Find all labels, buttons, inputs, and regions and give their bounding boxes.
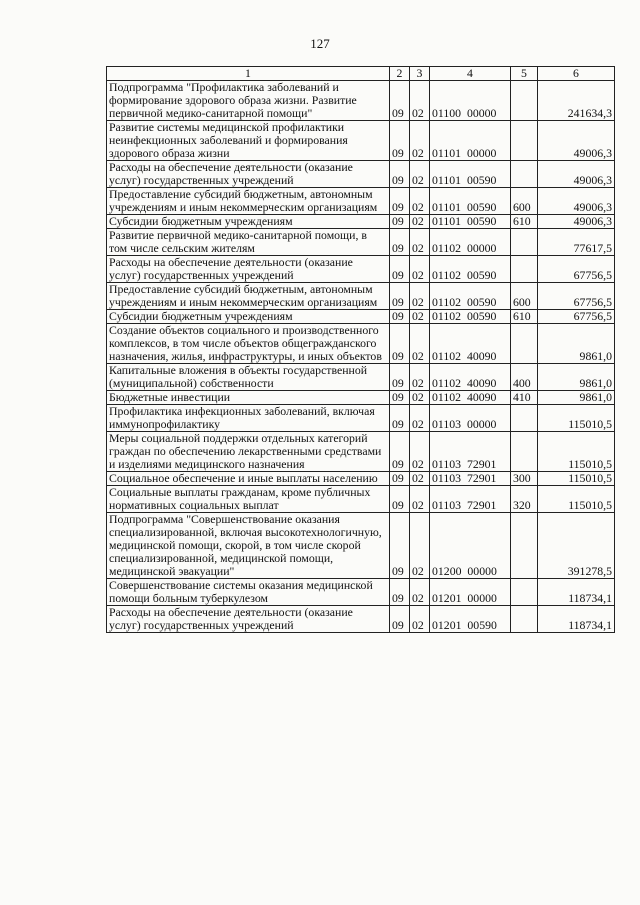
table-row (107, 161, 615, 188)
subsection-code-cell: 02 (410, 256, 430, 283)
row-name-cell: Подпрограмма "Профилактика заболеваний и формирование здорового образа жизни. Развитие первичной медико-санитарной помощи" (107, 81, 390, 121)
row-name-cell: Развитие системы медицинской профилактики неинфекционных заболеваний и формирования здорового образа жизни (107, 121, 390, 161)
subsection-code-cell: 02 (410, 229, 430, 256)
row-name-cell: Подпрограмма "Совершенствование оказания специализированной, включая высокотехнологичную, медицинской помощи, скорой, в том числе скорой специализированной, медицинской помощи, медицинской эвакуации" (107, 513, 390, 579)
column-header-6: 6 (538, 67, 615, 81)
expense-type-cell (511, 229, 538, 256)
table-row (107, 364, 615, 391)
column-header-4: 4 (430, 67, 511, 81)
row-name-cell: Предоставление субсидий бюджетным, автономным учреждениям и иным некоммерческим организациям (107, 188, 390, 215)
subsection-code-cell: 02 (410, 324, 430, 364)
table-row (107, 606, 615, 633)
table-row (107, 81, 615, 121)
target-article-cell: 01103 00000 (430, 405, 511, 432)
row-name-cell: Капитальные вложения в объекты государственной (муниципальной) собственности (107, 364, 390, 391)
table-row (107, 188, 615, 215)
table-row (107, 405, 615, 432)
target-article-cell: 01103 72901 (430, 472, 511, 486)
expense-type-cell: 410 (511, 391, 538, 405)
section-code-cell: 09 (390, 606, 410, 633)
amount-cell: 49006,3 (538, 121, 615, 161)
subsection-code-cell: 02 (410, 391, 430, 405)
expense-type-cell (511, 256, 538, 283)
row-name-cell: Расходы на обеспечение деятельности (оказание услуг) государственных учреждений (107, 161, 390, 188)
subsection-code-cell: 02 (410, 161, 430, 188)
target-article-cell: 01100 00000 (430, 81, 511, 121)
amount-cell: 9861,0 (538, 364, 615, 391)
section-code-cell: 09 (390, 188, 410, 215)
amount-cell: 115010,5 (538, 472, 615, 486)
expense-type-cell: 610 (511, 310, 538, 324)
target-article-cell: 01101 00590 (430, 215, 511, 229)
target-article-cell: 01200 00000 (430, 513, 511, 579)
section-code-cell: 09 (390, 432, 410, 472)
target-article-cell: 01102 40090 (430, 391, 511, 405)
row-name-cell: Создание объектов социального и производственного комплексов, в том числе объектов общегражданского назначения, жилья, инфраструктуры, и иных объектов (107, 324, 390, 364)
table-row (107, 486, 615, 513)
target-article-cell: 01101 00590 (430, 161, 511, 188)
section-code-cell: 09 (390, 215, 410, 229)
row-name-cell: Социальное обеспечение и иные выплаты населению (107, 472, 390, 486)
section-code-cell: 09 (390, 229, 410, 256)
table-row (107, 283, 615, 310)
amount-cell: 115010,5 (538, 405, 615, 432)
section-code-cell: 09 (390, 121, 410, 161)
amount-cell: 115010,5 (538, 432, 615, 472)
section-code-cell: 09 (390, 405, 410, 432)
target-article-cell: 01201 00590 (430, 606, 511, 633)
subsection-code-cell: 02 (410, 188, 430, 215)
expense-type-cell (511, 161, 538, 188)
section-code-cell: 09 (390, 364, 410, 391)
row-name-cell: Бюджетные инвестиции (107, 391, 390, 405)
subsection-code-cell: 02 (410, 405, 430, 432)
row-name-cell: Предоставление субсидий бюджетным, автономным учреждениям и иным некоммерческим организациям (107, 283, 390, 310)
subsection-code-cell: 02 (410, 364, 430, 391)
row-name-cell: Профилактика инфекционных заболеваний, включая иммунопрофилактику (107, 405, 390, 432)
target-article-cell: 01101 00590 (430, 188, 511, 215)
page-number: 127 (310, 36, 330, 51)
expense-type-cell: 600 (511, 283, 538, 310)
amount-cell: 9861,0 (538, 391, 615, 405)
subsection-code-cell: 02 (410, 310, 430, 324)
column-header-1: 1 (107, 67, 390, 81)
amount-cell: 391278,5 (538, 513, 615, 579)
row-name-cell: Развитие первичной медико-санитарной помощи, в том числе сельским жителям (107, 229, 390, 256)
subsection-code-cell: 02 (410, 579, 430, 606)
target-article-cell: 01102 00000 (430, 229, 511, 256)
budget-table (106, 66, 615, 633)
subsection-code-cell: 02 (410, 606, 430, 633)
section-code-cell: 09 (390, 579, 410, 606)
expense-type-cell: 300 (511, 472, 538, 486)
table-row (107, 256, 615, 283)
target-article-cell: 01102 00590 (430, 283, 511, 310)
subsection-code-cell: 02 (410, 283, 430, 310)
section-code-cell: 09 (390, 513, 410, 579)
amount-cell: 118734,1 (538, 606, 615, 633)
subsection-code-cell: 02 (410, 513, 430, 579)
expense-type-cell (511, 432, 538, 472)
section-code-cell: 09 (390, 81, 410, 121)
amount-cell: 49006,3 (538, 188, 615, 215)
target-article-cell: 01102 00590 (430, 310, 511, 324)
expense-type-cell (511, 513, 538, 579)
amount-cell: 115010,5 (538, 486, 615, 513)
subsection-code-cell: 02 (410, 121, 430, 161)
row-name-cell: Расходы на обеспечение деятельности (оказание услуг) государственных учреждений (107, 256, 390, 283)
expense-type-cell: 600 (511, 188, 538, 215)
section-code-cell: 09 (390, 310, 410, 324)
column-header-5: 5 (511, 67, 538, 81)
target-article-cell: 01102 00590 (430, 256, 511, 283)
amount-cell: 118734,1 (538, 579, 615, 606)
section-code-cell: 09 (390, 472, 410, 486)
subsection-code-cell: 02 (410, 215, 430, 229)
subsection-code-cell: 02 (410, 472, 430, 486)
target-article-cell: 01102 40090 (430, 364, 511, 391)
expense-type-cell (511, 121, 538, 161)
amount-cell: 9861,0 (538, 324, 615, 364)
expense-type-cell: 610 (511, 215, 538, 229)
amount-cell: 67756,5 (538, 256, 615, 283)
table-row (107, 513, 615, 579)
amount-cell: 49006,3 (538, 215, 615, 229)
subsection-code-cell: 02 (410, 81, 430, 121)
header-row (107, 67, 615, 81)
target-article-cell: 01103 72901 (430, 432, 511, 472)
row-name-cell: Совершенствование системы оказания медицинской помощи больным туберкулезом (107, 579, 390, 606)
section-code-cell: 09 (390, 161, 410, 188)
section-code-cell: 09 (390, 256, 410, 283)
table-row (107, 121, 615, 161)
amount-cell: 77617,5 (538, 229, 615, 256)
amount-cell: 49006,3 (538, 161, 615, 188)
row-name-cell: Субсидии бюджетным учреждениям (107, 310, 390, 324)
subsection-code-cell: 02 (410, 486, 430, 513)
table-row (107, 472, 615, 486)
table-row (107, 215, 615, 229)
expense-type-cell (511, 579, 538, 606)
section-code-cell: 09 (390, 283, 410, 310)
table-row (107, 310, 615, 324)
subsection-code-cell: 02 (410, 432, 430, 472)
amount-cell: 67756,5 (538, 310, 615, 324)
amount-cell: 241634,3 (538, 81, 615, 121)
column-header-3: 3 (410, 67, 430, 81)
row-name-cell: Социальные выплаты гражданам, кроме публичных нормативных социальных выплат (107, 486, 390, 513)
expense-type-cell: 320 (511, 486, 538, 513)
table-row (107, 324, 615, 364)
table-row (107, 391, 615, 405)
column-header-2: 2 (390, 67, 410, 81)
expense-type-cell: 400 (511, 364, 538, 391)
expense-type-cell (511, 606, 538, 633)
section-code-cell: 09 (390, 486, 410, 513)
expense-type-cell (511, 81, 538, 121)
expense-type-cell (511, 324, 538, 364)
amount-cell: 67756,5 (538, 283, 615, 310)
row-name-cell: Расходы на обеспечение деятельности (оказание услуг) государственных учреждений (107, 606, 390, 633)
table-row (107, 229, 615, 256)
target-article-cell: 01101 00000 (430, 121, 511, 161)
target-article-cell: 01201 00000 (430, 579, 511, 606)
target-article-cell: 01103 72901 (430, 486, 511, 513)
target-article-cell: 01102 40090 (430, 324, 511, 364)
section-code-cell: 09 (390, 391, 410, 405)
table-row (107, 432, 615, 472)
table-row (107, 579, 615, 606)
expense-type-cell (511, 405, 538, 432)
row-name-cell: Субсидии бюджетным учреждениям (107, 215, 390, 229)
row-name-cell: Меры социальной поддержки отдельных категорий граждан по обеспечению лекарственными средствами и изделиями медицинского назначения (107, 432, 390, 472)
section-code-cell: 09 (390, 324, 410, 364)
